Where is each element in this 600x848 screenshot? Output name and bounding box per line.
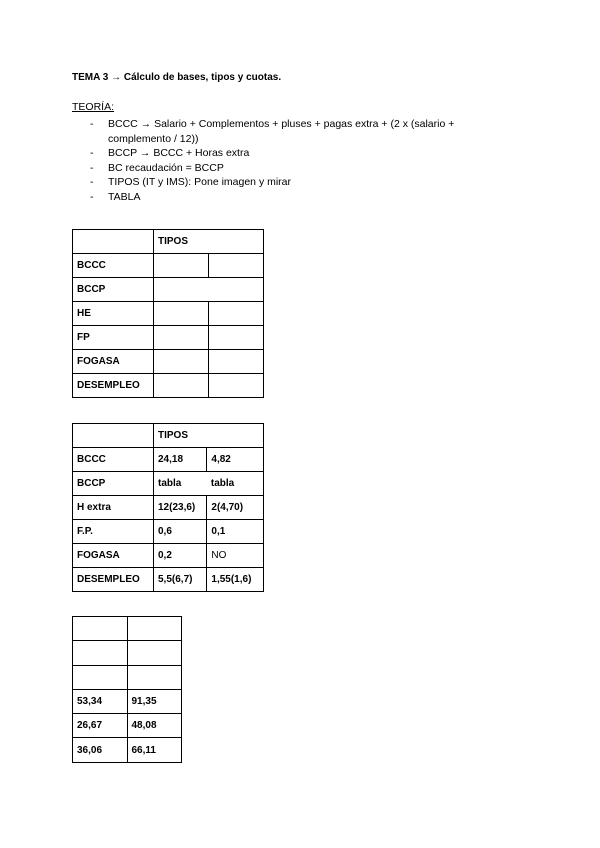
table-cell: 36,06 <box>73 738 128 762</box>
tipos-values-table <box>72 423 264 592</box>
table-cell <box>208 302 263 326</box>
bullet-dash: - <box>90 118 94 130</box>
table-cell: 1,55(1,6) <box>207 568 264 592</box>
table-cell <box>154 350 209 374</box>
bullet-item <box>72 190 482 205</box>
table-cell: NO <box>207 544 264 568</box>
row-label: BCCP <box>73 278 154 302</box>
table-row <box>73 254 264 278</box>
row-label: BCCC <box>73 448 154 472</box>
table-row <box>73 326 264 350</box>
table-row <box>73 689 182 713</box>
table-header-cell: TIPOS <box>154 424 264 448</box>
table-cell <box>154 278 264 302</box>
table-cell: 66,11 <box>127 738 182 762</box>
row-label: DESEMPLEO <box>73 568 154 592</box>
table-cell: 0,6 <box>154 520 207 544</box>
row-label: FOGASA <box>73 350 154 374</box>
row-label: BCCP <box>73 472 154 496</box>
theory-bullet-list <box>72 117 482 204</box>
bullet-item <box>72 175 482 190</box>
document-title: TEMA 3 → Cálculo de bases, tipos y cuotas. <box>72 72 282 83</box>
table-cell <box>73 617 128 641</box>
table-cell: 4,82 <box>207 448 264 472</box>
table-row <box>73 520 264 544</box>
table-row <box>73 568 264 592</box>
table-row <box>73 641 182 665</box>
bullet-dash: - <box>90 190 94 203</box>
table-cell <box>154 374 209 398</box>
table-cell: tabla <box>154 472 207 496</box>
table-cell: 2(4,70) <box>207 496 264 520</box>
table-row <box>73 472 264 496</box>
row-label: FOGASA <box>73 544 154 568</box>
table-cell <box>154 302 209 326</box>
table-cell: 91,35 <box>127 689 182 713</box>
table-cell: 0,2 <box>154 544 207 568</box>
table-cell <box>73 641 128 665</box>
row-label: H extra <box>73 496 154 520</box>
row-label: HE <box>73 302 154 326</box>
row-label: BCCC <box>73 254 154 278</box>
row-label: DESEMPLEO <box>73 374 154 398</box>
bullet-dash: - <box>90 147 94 159</box>
bullet-text: TABLA <box>108 190 141 203</box>
bullet-dash: - <box>90 176 94 188</box>
table-row <box>73 714 182 738</box>
table-row <box>73 544 264 568</box>
table-row <box>73 350 264 374</box>
table-cell <box>208 350 263 374</box>
tipos-template-table <box>72 229 264 398</box>
bullet-text: BC recaudación = BCCP <box>108 161 224 174</box>
table-cell: 48,08 <box>127 714 182 738</box>
table-cell <box>73 665 128 689</box>
table-row <box>73 665 182 689</box>
table-cell: 24,18 <box>154 448 207 472</box>
table-cell <box>154 326 209 350</box>
bullet-text: TIPOS (IT y IMS): Pone imagen y mirar <box>108 176 292 188</box>
table-row <box>73 448 264 472</box>
table-cell: tabla <box>207 472 264 496</box>
row-label: FP <box>73 326 154 350</box>
bullet-text: BCCC → Salario + Complementos + pluses + pagas extra + (2 x (salario + complemento / 12)) <box>108 118 455 145</box>
bullet-item <box>72 117 482 146</box>
table-row <box>73 496 264 520</box>
bullet-item <box>72 161 482 176</box>
table-cell <box>208 374 263 398</box>
table-row <box>73 617 182 641</box>
table-cell <box>208 254 263 278</box>
table-cell <box>127 665 182 689</box>
table-cell <box>127 641 182 665</box>
table-row <box>73 374 264 398</box>
table-cell: 12(23,6) <box>154 496 207 520</box>
table-cell <box>154 254 209 278</box>
table-cell <box>127 617 182 641</box>
values-table <box>72 616 182 763</box>
table-corner-cell <box>73 230 154 254</box>
bullet-text: BCCP → BCCC + Horas extra <box>108 147 250 159</box>
table-cell: 53,34 <box>73 689 128 713</box>
table-header-row <box>73 230 264 254</box>
row-label: F.P. <box>73 520 154 544</box>
table-row <box>73 738 182 762</box>
bullet-item <box>72 146 482 161</box>
bullet-dash: - <box>90 161 94 174</box>
table-cell: 26,67 <box>73 714 128 738</box>
table-row <box>73 302 264 326</box>
table-row <box>73 278 264 302</box>
table-cell: 0,1 <box>207 520 264 544</box>
table-cell: 5,5(6,7) <box>154 568 207 592</box>
theory-heading: TEORÍA: <box>72 101 115 113</box>
table-header-cell: TIPOS <box>154 230 264 254</box>
table-cell <box>208 326 263 350</box>
table-header-row <box>73 424 264 448</box>
table-corner-cell <box>73 424 154 448</box>
